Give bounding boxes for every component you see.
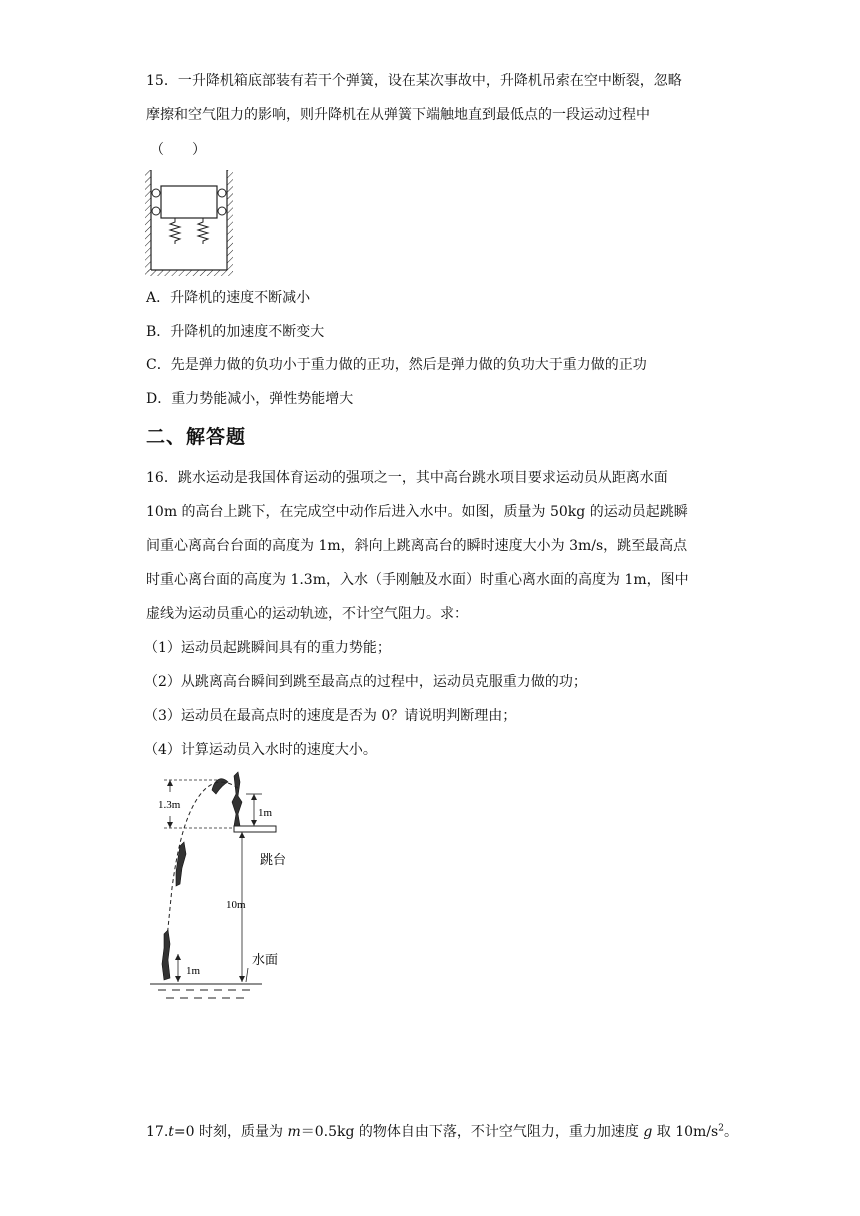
q15-option-d: D．重力势能减小，弹性势能增大 [146,391,354,407]
q17-prefix: 17. [146,1124,169,1140]
diver-entry-shape [162,930,170,980]
label-platform: 跳台 [260,853,287,868]
q17-part1: =0 时刻，质量为 [173,1124,288,1140]
label-1m-top: 1m [258,807,273,819]
diver-apex-shape [212,779,228,794]
q15-stem-line-2: 摩擦和空气阻力的影响，则升降机在从弹簧下端触地直到最低点的一段运动过程中 [146,107,650,123]
q17-stem [146,1122,738,1142]
q15-option-b: B．升降机的加速度不断变大 [146,324,325,340]
q15-answer-blank: （ ） [150,142,206,158]
elevator-spring-figure [145,168,235,276]
section-heading: 二、解答题 [146,426,247,448]
diving-figure [150,768,310,1008]
q17-part3: 取 10m/s [652,1124,719,1140]
q17-var-g: g [643,1124,653,1140]
q16-stem-line-5: 虚线为运动员重心的运动轨迹，不计空气阻力。求： [146,606,468,622]
q16-stem-line-3: 间重心离高台台面的高度为 1m，斜向上跳离高台的瞬时速度大小为 3m/s，跳至最高点 [146,538,688,554]
q17-var-t: t [168,1124,174,1140]
q17-sup: 2 [718,1123,724,1134]
diver-falling-shape [176,842,186,886]
q15-option-c: C．先是弹力做的负功小于重力做的正功，然后是弹力做的负功大于重力做的正功 [146,357,647,373]
q16-stem-line-2: 10m 的高台上跳下，在完成空中动作后进入水中。如图，质量为 50kg 的运动员起跳瞬 [146,504,688,520]
q16-stem-line-1: 16．跳水运动是我国体育运动的强项之一，其中高台跳水项目要求运动员从距离水面 [146,470,668,486]
q16-subquestion-4: （4）计算运动员入水时的速度大小。 [144,742,377,758]
diver-standing-shape [232,772,242,826]
q16-subquestion-1: （1）运动员起跳瞬间具有的重力势能； [144,640,391,656]
label-1m-bottom: 1m [186,965,201,977]
label-10m: 10m [226,899,246,911]
q15-stem-line-1: 15．一升降机箱底部装有若干个弹簧，设在某次事故中，升降机吊索在空中断裂，忽略 [146,73,682,89]
q16-stem-line-4: 时重心离台面的高度为 1.3m，入水（手刚触及水面）时重心离水面的高度为 1m，图中 [146,572,689,588]
q17-var-m: m [287,1124,301,1140]
q16-subquestion-3: （3）运动员在最高点时的速度是否为 0？请说明判断理由； [144,708,517,724]
q15-option-a: A．升降机的速度不断减小 [146,290,311,306]
q17-part4: 。 [723,1124,738,1140]
q16-subquestion-2: （2）从跳离高台瞬间到跳至最高点的过程中，运动员克服重力做的功； [144,674,587,690]
label-water: 水面 [252,953,279,968]
q17-part2: ＝0.5kg 的物体自由下落，不计空气阻力，重力加速度 [300,1124,644,1140]
label-1-3m: 1.3m [158,799,181,811]
